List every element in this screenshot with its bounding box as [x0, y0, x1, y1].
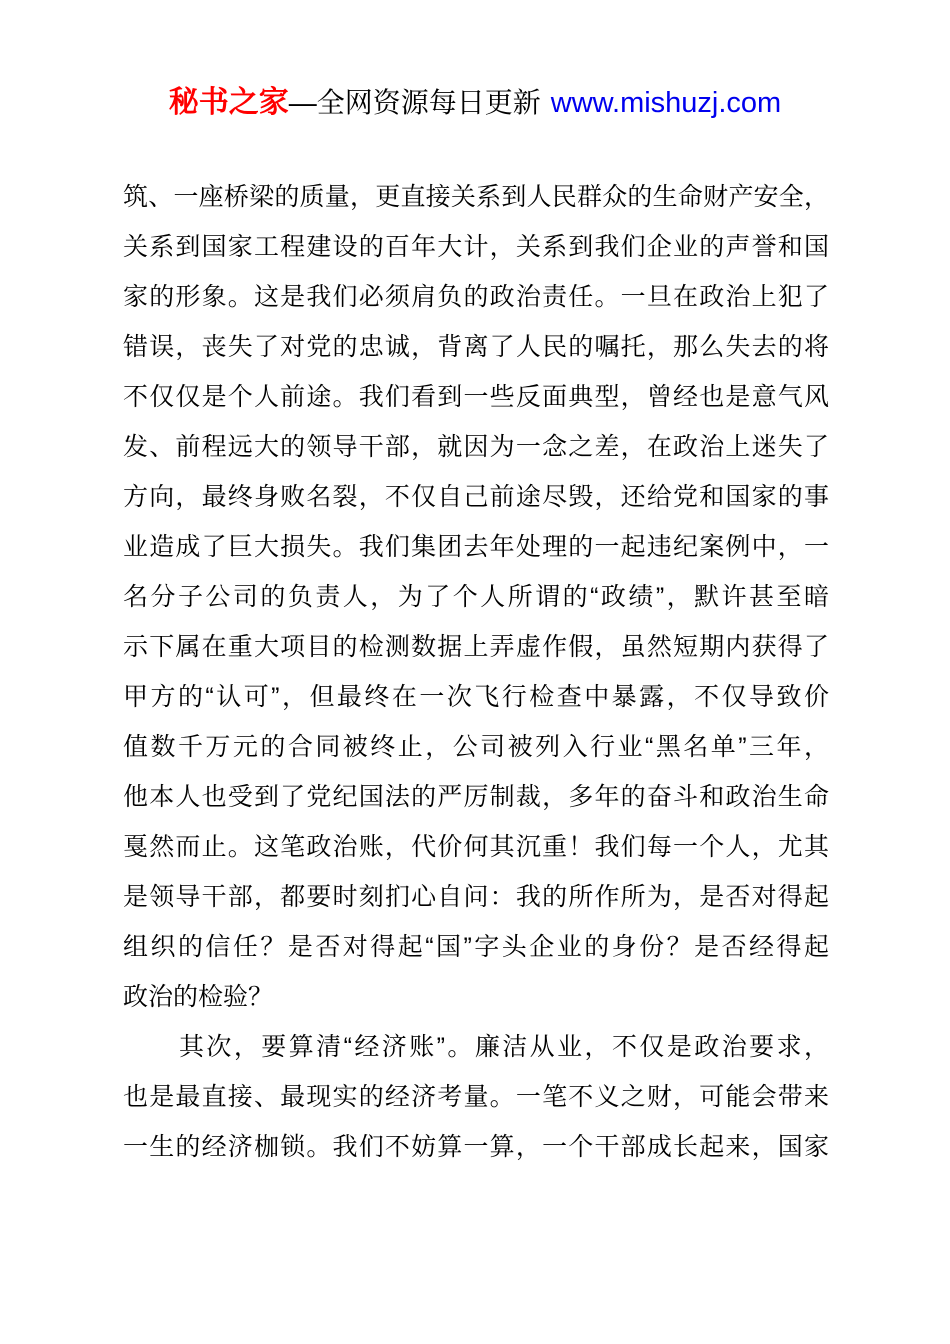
- text-line: 错误，丧失了对党的忠诚，背离了人民的嘱托，那么失去的将: [123, 333, 829, 361]
- text-line: 其次，要算清“经济账”。廉洁从业，不仅是政治要求，: [179, 1033, 829, 1061]
- text-line: 值数千万元的合同被终止，公司被列入行业“黑名单”三年，: [123, 733, 829, 761]
- site-brand: 秘书之家: [168, 86, 289, 119]
- text-line: 也是最直接、最现实的经济考量。一笔不义之财，可能会带来: [123, 1083, 829, 1111]
- text-line: 戛然而止。这笔政治账，代价何其沉重！我们每一个人，尤其: [123, 833, 829, 861]
- text-line: 业造成了巨大损失。我们集团去年处理的一起违纪案例中，一: [123, 533, 829, 561]
- text-line: 发、前程远大的领导干部，就因为一念之差，在政治上迷失了: [123, 433, 829, 461]
- text-line: 政治的检验？: [123, 983, 274, 1011]
- document-body: [123, 172, 829, 1172]
- text-line: 不仅仅是个人前途。我们看到一些反面典型，曾经也是意气风: [123, 383, 829, 411]
- site-tagline: —全网资源每日更新: [288, 87, 541, 118]
- text-line: 关系到国家工程建设的百年大计，关系到我们企业的声誉和国: [123, 233, 829, 261]
- site-url-link[interactable]: www.mishuzj.com: [550, 87, 782, 119]
- text-line: 是领导干部，都要时刻扪心自问：我的所作所为，是否对得起: [123, 883, 829, 911]
- site-header: [0, 0, 950, 120]
- text-line: 家的形象。这是我们必须肩负的政治责任。一旦在政治上犯了: [123, 283, 829, 311]
- text-line: 名分子公司的负责人，为了个人所谓的“政绩”，默许甚至暗: [123, 583, 829, 611]
- text-line: 示下属在重大项目的检测数据上弄虚作假，虽然短期内获得了: [123, 633, 829, 661]
- text-line: 甲方的“认可”，但最终在一次飞行检查中暴露，不仅导致价: [123, 683, 829, 711]
- text-line: 他本人也受到了党纪国法的严厉制裁，多年的奋斗和政治生命: [123, 783, 829, 811]
- text-line: 方向，最终身败名裂，不仅自己前途尽毁，还给党和国家的事: [123, 483, 829, 511]
- text-line: 一生的经济枷锁。我们不妨算一算，一个干部成长起来，国家: [123, 1133, 829, 1161]
- text-line: 组织的信任？是否对得起“国”字头企业的身份？是否经得起: [123, 933, 829, 961]
- text-line: 筑、一座桥梁的质量，更直接关系到人民群众的生命财产安全，: [123, 183, 829, 211]
